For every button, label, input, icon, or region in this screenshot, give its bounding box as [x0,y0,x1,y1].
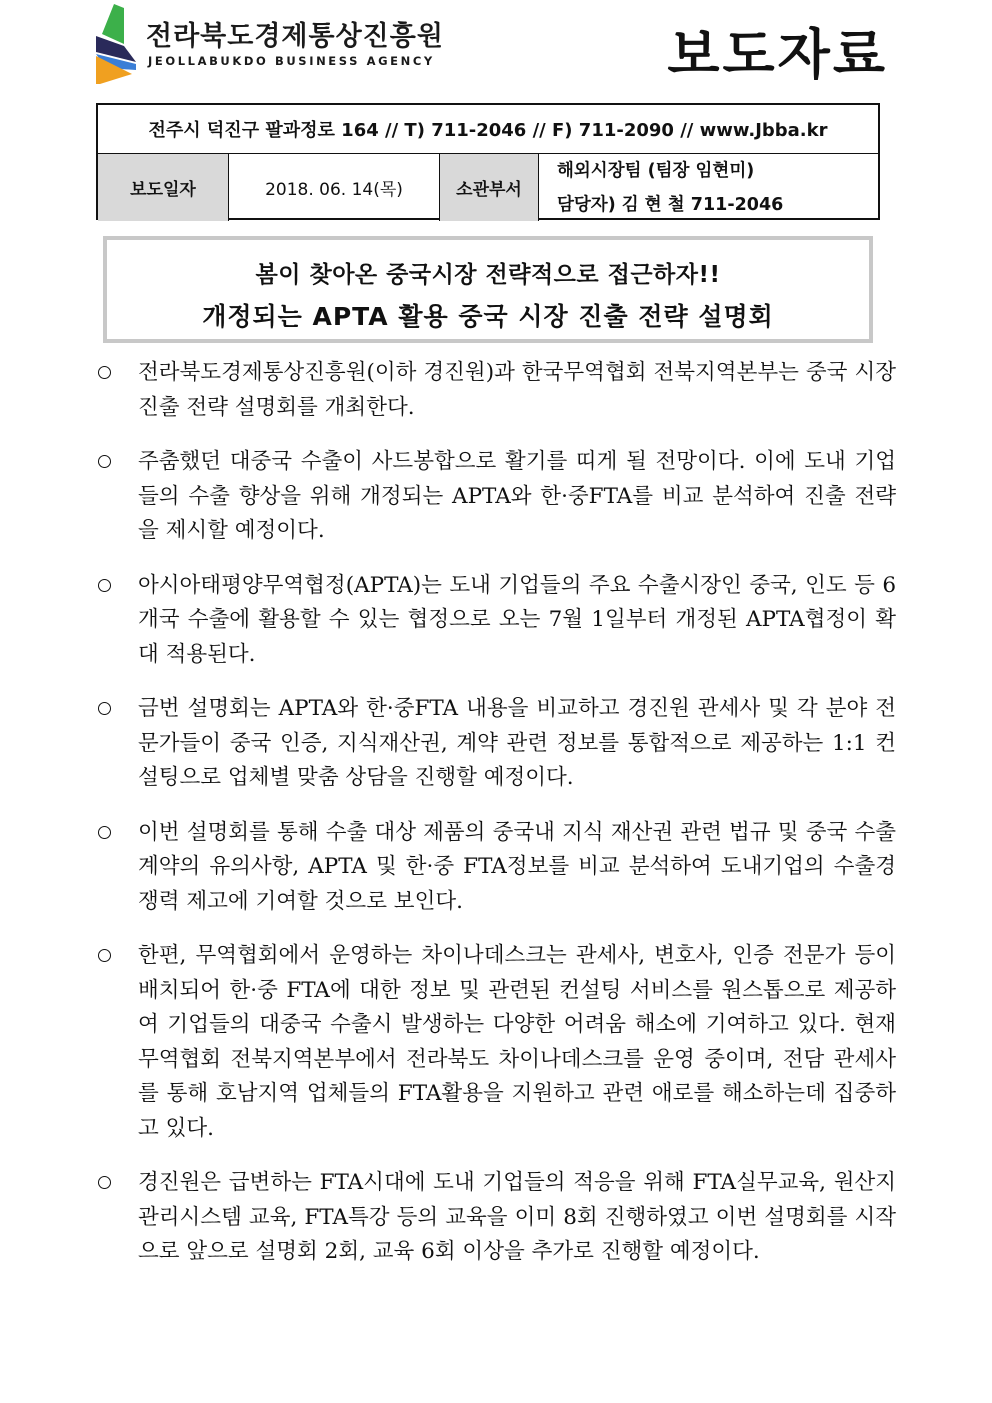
paragraph-text: 전라북도경제통상진흥원(이하 경진원)과 한국무역협회 전북지역본부는 중국 시장 진출 전략 설명회를 개최한다. [138,360,896,420]
paragraph-text: 경진원은 급변하는 FTA시대에 도내 기업들의 적응을 위해 FTA실무교육, 원산지관리시스템 교육, FTA특강 등의 교육을 이미 8회 진행하였고 이번 설명회를 시작으로 앞으로 설명회 2회, 교육 6회 이상을 추가로 진행할 예정이다. [138,1170,896,1264]
paragraph-2 [96,445,896,549]
paragraph-text: 금번 설명회는 APTA와 한·중FTA 내용을 비교하고 경진원 관세사 및 각 분야 전문가들이 중국 인증, 지식재산권, 계약 관련 정보를 통합적으로 제공하는 1:1 컨설팅으로 업체별 맞춤 상담을 진행할 예정이다. [138,696,896,790]
headline-line2: 개정되는 APTA 활용 중국 시장 진출 전략 설명회 [202,302,774,331]
org-name-ko: 전라북도경제통상진흥원 [146,21,444,52]
paragraph-6 [96,939,896,1146]
paragraph-text: 이번 설명회를 통해 수출 대상 제품의 중국내 지식 재산권 관련 법규 및 중국 수출 계약의 유의사항, APTA 및 한·중 FTA정보를 비교 분석하여 도내기업의 수출경쟁력 제고에 기여할 것으로 보인다. [138,819,896,914]
dept-team: 해외시장팀 (팀장 임현미) [557,160,755,181]
date-value: 2018. 06. 14(목) [229,154,440,221]
logo-mark-icon [94,4,146,84]
bullet-circle-icon [98,366,111,379]
info-row [98,154,878,221]
body-paragraphs [96,356,896,1270]
bullet-circle-icon [98,1176,111,1189]
dept-contact: 담당자) 김 현 철 711-2046 [557,194,784,215]
bullet-circle-icon [98,826,111,839]
paragraph-text: 주춤했던 대중국 수출이 사드봉합으로 활기를 띠게 될 전망이다. 이에 도내 기업들의 수출 향상을 위해 개정되는 APTA와 한·중FTA를 비교 분석하여 진출 전략을 제시할 예정이다. [138,449,896,543]
bullet-circle-icon [98,949,111,962]
contact-line: 전주시 덕진구 팔과정로 164 // T) 711-2046 // F) 711-2090 // www.Jbba.kr [98,105,878,154]
dept-value [539,154,878,221]
org-name-en: JEOLLABUKDO BUSINESS AGENCY [148,54,435,68]
info-table [96,103,880,220]
doc-type-title: 보도자료 [667,23,888,86]
date-label: 보도일자 [98,154,229,221]
paragraph-4 [96,692,896,796]
bullet-circle-icon [98,702,111,715]
paragraph-3 [96,569,896,673]
org-logo [94,4,444,84]
dept-label: 소관부서 [440,154,539,221]
paragraph-1 [96,356,896,425]
bullet-circle-icon [98,579,111,592]
paragraph-7 [96,1166,896,1270]
paragraph-text: 아시아태평양무역협정(APTA)는 도내 기업들의 주요 수출시장인 중국, 인도 등 6개국 수출에 활용할 수 있는 협정으로 오는 7월 1일부터 개정된 APTA협정이 확대 적용된다. [138,572,896,667]
headline-box [103,236,873,343]
bullet-circle-icon [98,455,111,468]
paragraph-text: 한편, 무역협회에서 운영하는 차이나데스크는 관세사, 변호사, 인증 전문가 등이 배치되어 한·중 FTA에 대한 정보 및 관련된 컨설팅 서비스를 원스톱으로 제공하여 기업들의 대중국 수출시 발생하는 다양한 어려움 해소에 기여하고 있다. 현재 무역협회 전북지역본부에서 전라북도 차이나데스크를 운영 중이며, 전담 관세사를 통해 호남지역 업체들의 FTA활용을 지원하고 관련 애로를 해소하는데 집중하고 있다. [138,943,896,1141]
paragraph-5 [96,816,896,920]
headline-line1: 봄이 찾아온 중국시장 전략적으로 접근하자!! [255,262,721,288]
